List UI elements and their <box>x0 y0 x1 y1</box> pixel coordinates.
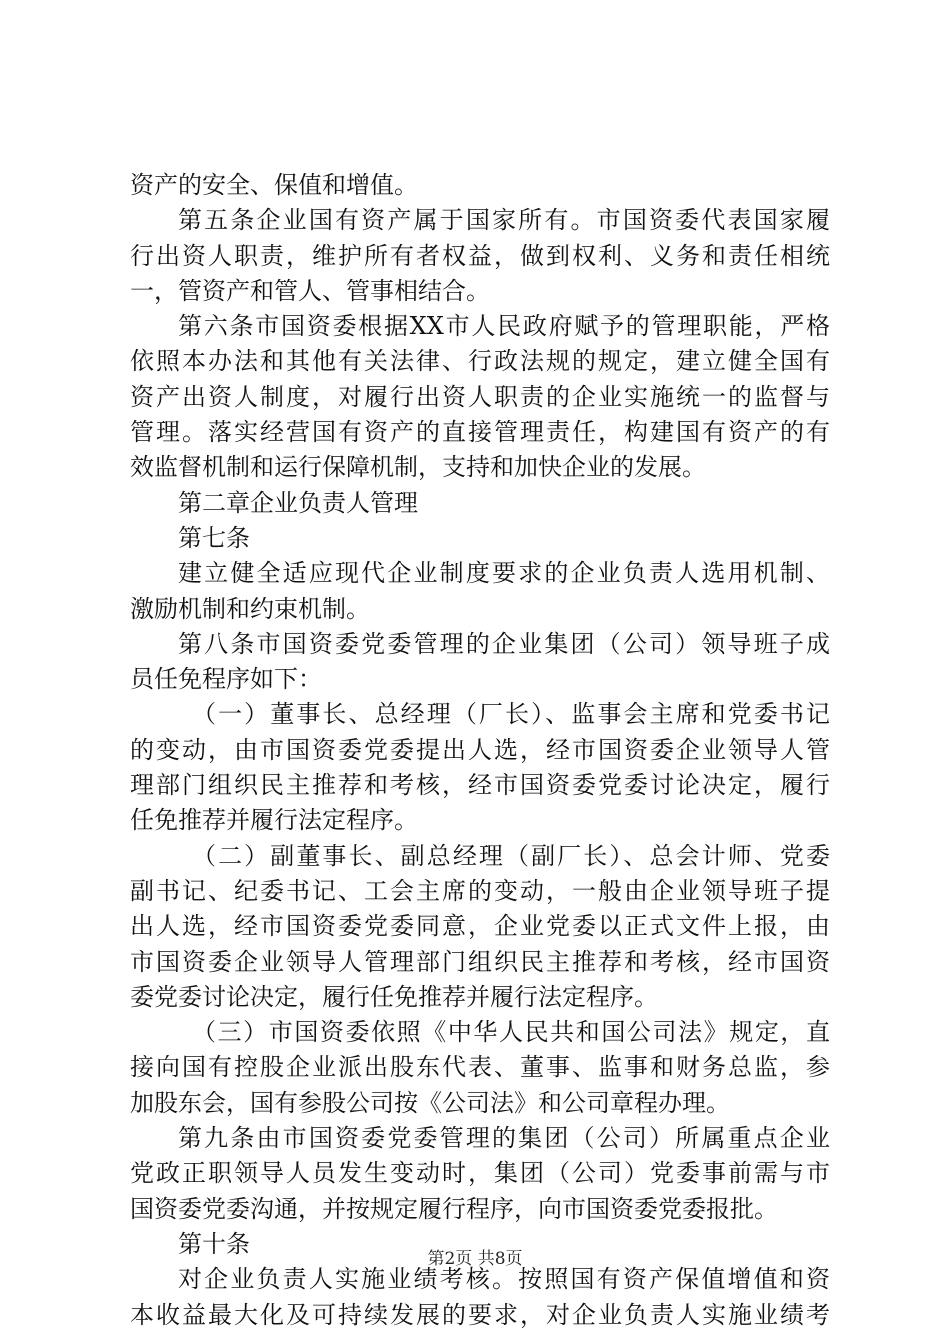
text-line: 国资委党委沟通，并按规定履行程序，向市国资委党委报批。 <box>130 1194 778 1223</box>
text-line: 第五条企业国有资产属于国家所有。市国资委代表国家履 <box>178 206 830 235</box>
page-footer <box>0 1244 950 1269</box>
text-line: 出人选，经市国资委党委同意，企业党委以正式文件上报，由 <box>130 912 830 941</box>
text-line: 副书记、纪委书记、工会主席的变动，一般由企业领导班子提 <box>130 876 830 905</box>
text-line: 一，管资产和管人、管事相结合。 <box>130 276 490 305</box>
text-line: 的变动，由市国资委党委提出人选，经市国资委企业领导人管 <box>130 735 830 764</box>
document-body <box>130 168 830 1333</box>
text-line: （三）市国资委依照《中华人民共和国公司法》规定，直 <box>192 1018 830 1047</box>
text-line: 效监督机制和运行保障机制，支持和加快企业的发展。 <box>130 453 706 482</box>
text-line: 对企业负责人实施业绩考核。按照国有资产保值增值和资 <box>178 1265 830 1294</box>
text-line: 建立健全适应现代企业制度要求的企业负责人选用机制、 <box>178 559 830 588</box>
text-line: 依照本办法和其他有关法律、行政法规的规定，建立健全国有 <box>130 347 830 376</box>
text-line: 激励机制和约束机制。 <box>130 594 370 623</box>
page-number: 第2页 共8页 <box>427 1249 523 1269</box>
text-line: 本收益最大化及可持续发展的要求，对企业负责人实施业绩考 <box>130 1300 830 1329</box>
text-line: 加股东会，国有参股公司按《公司法》和公司章程办理。 <box>130 1088 730 1117</box>
text-line: 资产的安全、保值和增值。 <box>130 171 418 199</box>
text-line: 委党委讨论决定，履行任免推荐并履行法定程序。 <box>130 982 658 1011</box>
text-line: 管理。落实经营国有资产的直接管理责任，构建国有资产的有 <box>130 418 830 447</box>
text-line: 第六条市国资委根据XX市人民政府赋予的管理职能，严格 <box>178 312 830 341</box>
text-line: 行出资人职责，维护所有者权益，做到权利、义务和责任相统 <box>130 241 830 270</box>
text-line: （一）董事长、总经理（厂长）、监事会主席和党委书记 <box>192 700 830 729</box>
text-line: 第七条 <box>178 523 250 552</box>
text-line: 员任免程序如下： <box>130 665 322 694</box>
text-line: 第二章企业负责人管理 <box>178 488 418 517</box>
text-line: 第十条 <box>178 1229 250 1258</box>
text-line: 接向国有控股企业派出股东代表、董事、监事和财务总监，参 <box>130 1053 830 1082</box>
text-line: 市国资委企业领导人管理部门组织民主推荐和考核，经市国资 <box>130 947 830 976</box>
text-line: 资产出资人制度，对履行出资人职责的企业实施统一的监督与 <box>130 382 830 411</box>
text-line: （二）副董事长、副总经理（副厂长）、总会计师、党委 <box>192 841 830 870</box>
text-line: 党政正职领导人员发生变动时，集团（公司）党委事前需与市 <box>130 1159 830 1188</box>
text-line: 第九条由市国资委党委管理的集团（公司）所属重点企业 <box>178 1124 830 1153</box>
text-line: 第八条市国资委党委管理的企业集团（公司）领导班子成 <box>178 629 830 658</box>
text-line: 理部门组织民主推荐和考核，经市国资委党委讨论决定，履行 <box>130 771 830 800</box>
text-line: 任免推荐并履行法定程序。 <box>130 806 418 835</box>
